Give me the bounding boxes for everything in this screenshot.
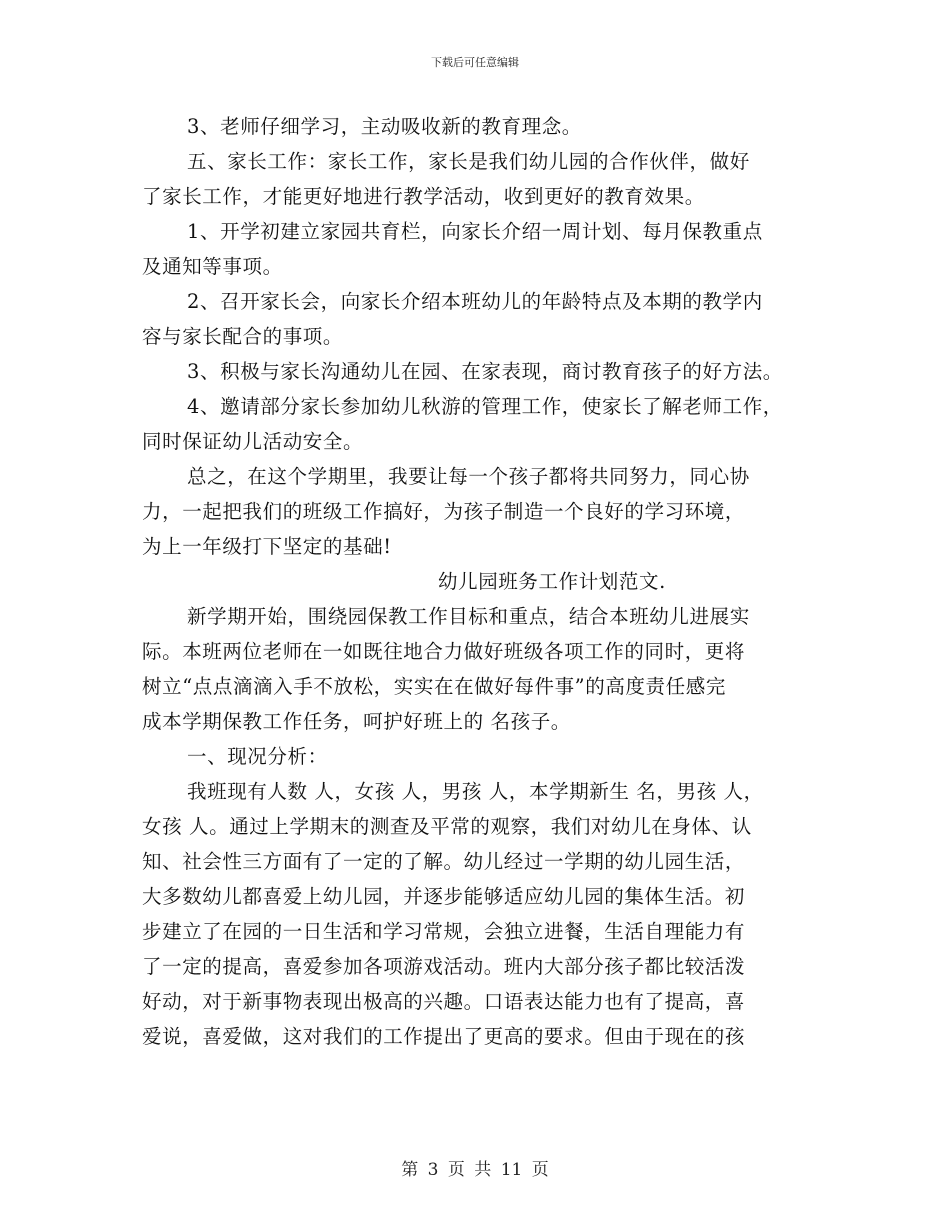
text-line: 2、召开家长会，向家长介绍本班幼儿的年龄特点及本期的教学内 (187, 290, 763, 313)
text-line: 际。本班两位老师在一如既往地合力做好班级各项工作的同时，更将 (142, 640, 746, 663)
text-line: 容与家长配合的事项。 (142, 325, 344, 348)
text-line: 及通知等事项。 (142, 255, 283, 278)
text-line: 3、老师仔细学习，主动吸收新的教育理念。 (187, 115, 582, 138)
text-line: 成本学期保教工作任务，呵护好班上的 名孩子。 (142, 710, 571, 733)
text-line: 步建立了在园的一日生活和学习常规，会独立进餐，生活自理能力有 (142, 920, 746, 943)
text-line: 五、家长工作：家长工作，家长是我们幼儿园的合作伙伴，做好 (187, 150, 750, 173)
text-line: 新学期开始，围绕园保教工作目标和重点，结合本班幼儿进展实 (187, 605, 750, 628)
text-line: 爱说，喜爱做，这对我们的工作提出了更高的要求。但由于现在的孩 (142, 1025, 746, 1048)
text-line: 总之，在这个学期里，我要让每一个孩子都将共同努力，同心协 (187, 465, 750, 488)
text-line: 了一定的提高，喜爱参加各项游戏活动。班内大部分孩子都比较活泼 (142, 955, 746, 978)
page-footer: 第 3 页 共 11 页 (401, 1160, 549, 1180)
text-line: 4、邀请部分家长参加幼儿秋游的管理工作，使家长了解老师工作， (187, 395, 783, 418)
text-line: 大多数幼儿都喜爱上幼儿园，并逐步能够适应幼儿园的集体生活。初 (142, 885, 746, 908)
text-line: 为上一年级打下坚定的基础! (142, 535, 392, 558)
text-line: 1、开学初建立家园共育栏，向家长介绍一周计划、每月保教重点 (187, 220, 763, 243)
text-line: 一、现况分析： (187, 745, 328, 768)
text-line: 知、社会性三方面有了一定的了解。幼儿经过一学期的幼儿园生活， (142, 850, 746, 873)
text-line: 3、积极与家长沟通幼儿在园、在家表现，商讨教育孩子的好方法。 (187, 360, 783, 383)
text-line: 好动，对于新事物表现出极高的兴趣。口语表达能力也有了提高，喜 (142, 990, 746, 1013)
text-line: 同时保证幼儿活动安全。 (142, 430, 364, 453)
page-header: 下载后可任意编辑 (431, 56, 519, 69)
section-title: 幼儿园班务工作计划范文. (438, 570, 666, 593)
text-line: 力，一起把我们的班级工作搞好，为孩子制造一个良好的学习环境， (142, 500, 746, 523)
text-line: 树立“点点滴滴入手不放松，实实在在做好每件事”的高度责任感完 (142, 675, 726, 698)
text-line: 女孩 人。通过上学期末的测查及平常的观察，我们对幼儿在身体、认 (142, 815, 752, 838)
text-line: 了家长工作，才能更好地进行教学活动，收到更好的教育效果。 (142, 185, 705, 208)
text-line: 我班现有人数 人，女孩 人，男孩 人，本学期新生 名，男孩 人， (187, 780, 764, 803)
document-body (142, 113, 832, 1058)
